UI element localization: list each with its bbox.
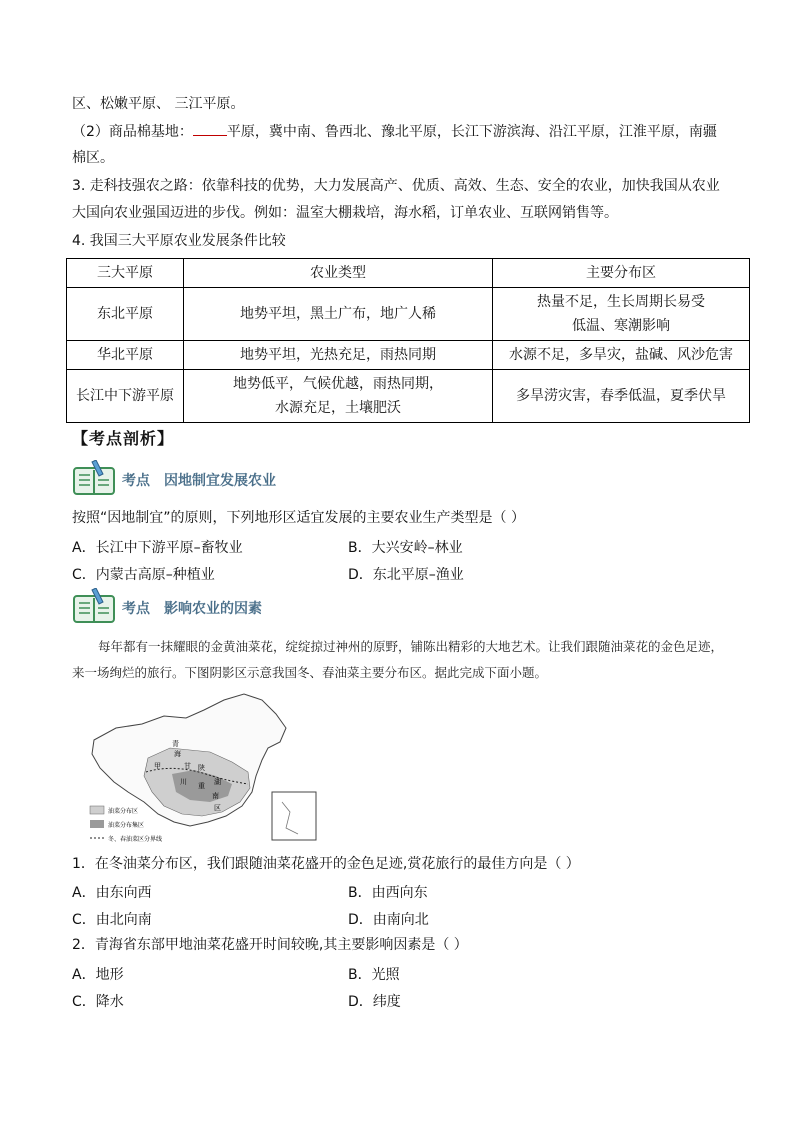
q2-option-b[interactable]: B．光照 <box>348 967 400 983</box>
cell-line: 地势低平，气候优越，雨热同期， <box>233 376 443 392</box>
cell-line: 低温、寒潮影响 <box>572 318 670 334</box>
table-cell-distribution: 水源不足，多旱灾，盐碱、风沙危害 <box>493 341 750 370</box>
table-row <box>67 288 750 341</box>
table-header-cell: 三大平原 <box>67 259 184 288</box>
legend-label: 冬、春油菜区分界线 <box>108 836 163 843</box>
cell-line: 热量不足，生长周期长易受 <box>537 294 705 310</box>
map-label: 重 <box>198 782 205 790</box>
map-label: 区 <box>214 804 221 812</box>
intro-line-2-suffix: 平原，冀中南、鲁西北、豫北平原，长江下游滨海、沿江平原，江淮平原，南疆 <box>226 124 717 140</box>
table-cell-distribution: 多旱涝灾害，春季低温，夏季伏旱 <box>493 370 750 423</box>
legend-swatch-light <box>90 806 104 814</box>
table-cell-type: 地势平坦，黑土广布，地广人稀 <box>184 288 493 341</box>
table-row <box>67 341 750 370</box>
kaodian-label: 考点 <box>122 601 150 617</box>
question-2: 2．青海省东部甲地油菜花盛开时间较晚,其主要影响因素是（ ） <box>72 937 468 953</box>
kaodian-header-2 <box>72 590 262 626</box>
table-cell-type: 地势平坦，光热充足，雨热同期 <box>184 341 493 370</box>
kaodian-header-1 <box>72 462 276 498</box>
question-1: 1．在冬油菜分布区，我们跟随油菜花盛开的金色足迹,赏花旅行的最佳方向是（ ） <box>72 856 580 872</box>
option-b[interactable]: B．大兴安岭–林业 <box>348 540 463 556</box>
rapeseed-distribution-map <box>86 688 326 850</box>
intro-line-4: 3. 走科技强农之路：依靠科技的优势，大力发展高产、优质、高效、生态、安全的农业，加快我国从农业 <box>72 178 720 194</box>
map-label: 海 <box>174 750 181 758</box>
q2-option-a[interactable]: A．地形 <box>72 967 124 983</box>
legend-swatch-dark <box>90 820 104 828</box>
q1-option-c[interactable]: C．由北向南 <box>72 912 152 928</box>
intro-line-2-prefix: （2）商品棉基地： <box>72 124 193 140</box>
q2-option-d[interactable]: D．纬度 <box>348 994 401 1010</box>
book-pencil-icon <box>72 460 116 500</box>
q1-option-b[interactable]: B．由西向东 <box>348 885 428 901</box>
map-label: 南 <box>212 792 219 800</box>
map-label: 陕 <box>198 764 205 772</box>
intro-line-2 <box>72 121 717 142</box>
reading-passage: 每年都有一抹耀眼的金黄油菜花，绽绽掠过神州的原野，铺陈出精彩的大地艺术。让我们跟随油菜花的金色足迹，来一场绚烂的旅行。下图阴影区示意我国冬、春油菜主要分布区。据此完成下面小题。 <box>72 639 724 680</box>
table-cell-plain: 东北平原 <box>67 288 184 341</box>
map-label: 湖 <box>214 778 221 786</box>
option-c[interactable]: C．内蒙古高原–种植业 <box>72 567 215 583</box>
option-d[interactable]: D．东北平原–渔业 <box>348 567 464 583</box>
cell-line: 水源充足，土壤肥沃 <box>275 400 401 416</box>
fill-blank <box>193 121 227 136</box>
table-row <box>67 370 750 423</box>
option-a[interactable]: A．长江中下游平原–畜牧业 <box>72 540 243 556</box>
south-sea-inset <box>272 792 316 840</box>
legend-label: 油菜分布区 <box>108 808 139 815</box>
table-header-row <box>67 259 750 288</box>
q1-option-a[interactable]: A．由东向西 <box>72 885 152 901</box>
q1-option-d[interactable]: D．由南向北 <box>348 912 429 928</box>
book-pencil-icon <box>72 588 116 628</box>
kaodian-topic: 影响农业的因素 <box>164 601 262 617</box>
map-label: 甘 <box>184 762 191 770</box>
table-header-cell: 农业类型 <box>184 259 493 288</box>
intro-line-5: 大国向农业强国迈进的步伐。例如：温室大棚栽培，海水稻，订单农业、互联网销售等。 <box>72 205 618 221</box>
table-cell-plain: 华北平原 <box>67 341 184 370</box>
section-title: 【考点剖析】 <box>72 429 175 448</box>
intro-line-1: 区、松嫩平原、 三江平原。 <box>72 96 245 112</box>
legend-label: 油菜分布集区 <box>108 822 145 829</box>
question-stem: 按照“因地制宜”的原则，下列地形区适宜发展的主要农业生产类型是（ ） <box>72 510 525 526</box>
map-label: 川 <box>180 778 187 786</box>
kaodian-label: 考点 <box>122 473 150 489</box>
table-cell-plain: 长江中下游平原 <box>67 370 184 423</box>
map-label: 甲 <box>154 762 161 770</box>
plains-comparison-table <box>66 258 750 423</box>
intro-line-6: 4. 我国三大平原农业发展条件比较 <box>72 233 286 249</box>
q2-option-c[interactable]: C．降水 <box>72 994 124 1010</box>
map-label: 青 <box>172 740 179 748</box>
table-cell-type <box>184 370 493 423</box>
table-header-cell: 主要分布区 <box>493 259 750 288</box>
kaodian-topic: 因地制宜发展农业 <box>164 473 276 489</box>
table-cell-distribution <box>493 288 750 341</box>
intro-line-3: 棉区。 <box>72 150 114 166</box>
